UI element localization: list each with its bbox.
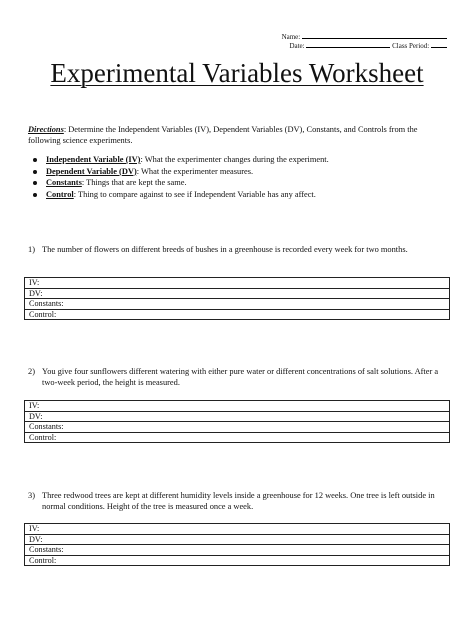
answer-row-iv[interactable] — [25, 524, 450, 535]
definition-text: : Things that are kept the same. — [81, 178, 187, 187]
answer-row-constants[interactable] — [25, 545, 450, 556]
answer-row-iv[interactable] — [25, 278, 450, 289]
bullet-icon — [33, 193, 37, 197]
definition-term: Independent Variable (IV) — [46, 155, 141, 164]
class-period-field[interactable] — [431, 40, 447, 48]
question-1 — [28, 244, 448, 255]
answer-row-dv[interactable] — [25, 534, 450, 545]
answer-cell[interactable]: Control: — [25, 555, 450, 566]
directions-text: : Determine the Independent Variables (IV), Dependent Variables (DV), Constants, and Controls from the following science experiments. — [28, 125, 418, 145]
answer-row-constants[interactable] — [25, 299, 450, 310]
question-number: 2) — [28, 367, 35, 376]
directions-label: Directions — [28, 125, 64, 134]
question-2 — [28, 366, 448, 388]
definition-term: Constants — [46, 178, 82, 187]
answer-row-constants[interactable] — [25, 422, 450, 433]
answer-table-1 — [24, 277, 450, 320]
answer-cell[interactable]: Constants: — [25, 422, 450, 433]
answer-cell[interactable]: DV: — [25, 288, 450, 299]
answer-row-control[interactable] — [25, 309, 450, 320]
answer-row-dv[interactable] — [25, 288, 450, 299]
answer-cell[interactable]: IV: — [25, 278, 450, 289]
definition-term: Control — [46, 189, 74, 199]
definition-term: Dependent Variable (DV) — [46, 166, 137, 176]
definition-text: : What the experimenter measures. — [136, 166, 254, 176]
definition-dv — [28, 166, 448, 178]
question-number: 3) — [28, 491, 35, 500]
definition-text: : Thing to compare against to see if Independent Variable has any affect. — [73, 189, 316, 199]
question-text: You give four sunflowers different watering with either pure water or different concentrations of salt solutions. After a two-week period, the height is measured. — [42, 367, 439, 387]
question-text: Three redwood trees are kept at different humidity levels inside a greenhouse for 12 weeks. One tree is left outside in normal conditions. Height of the tree is measured once a week. — [42, 491, 435, 511]
bullet-icon — [33, 181, 37, 185]
answer-table-3 — [24, 523, 450, 566]
definition-constants — [28, 177, 448, 189]
question-number: 1) — [28, 245, 35, 254]
class-period-label: Class Period: — [392, 42, 430, 50]
date-label: Date: — [289, 42, 305, 50]
definition-iv — [28, 154, 448, 166]
answer-cell[interactable]: DV: — [25, 411, 450, 422]
answer-cell[interactable]: Constants: — [25, 299, 450, 310]
answer-cell[interactable]: IV: — [25, 524, 450, 535]
definition-text: : What the experimenter changes during the experiment. — [140, 155, 329, 164]
name-field[interactable] — [302, 31, 447, 39]
name-label: Name: — [281, 33, 301, 41]
answer-row-dv[interactable] — [25, 411, 450, 422]
bullet-icon — [33, 170, 37, 174]
date-line — [289, 40, 447, 51]
directions — [28, 124, 448, 146]
answer-cell[interactable]: Control: — [25, 432, 450, 443]
definitions-list — [28, 154, 448, 200]
question-3 — [28, 490, 448, 512]
answer-row-control[interactable] — [25, 555, 450, 566]
bullet-icon — [33, 158, 37, 162]
answer-cell[interactable]: Constants: — [25, 545, 450, 556]
answer-row-iv[interactable] — [25, 401, 450, 412]
definition-control — [28, 189, 448, 201]
page-title: Experimental Variables Worksheet — [50, 58, 424, 88]
question-text: The number of flowers on different breeds of bushes in a greenhouse is recorded every week for two months. — [42, 245, 408, 254]
date-field[interactable] — [306, 40, 390, 48]
answer-cell[interactable]: IV: — [25, 401, 450, 412]
answer-cell[interactable]: DV: — [25, 534, 450, 545]
answer-cell[interactable]: Control: — [25, 309, 450, 320]
answer-table-2 — [24, 400, 450, 443]
answer-row-control[interactable] — [25, 432, 450, 443]
